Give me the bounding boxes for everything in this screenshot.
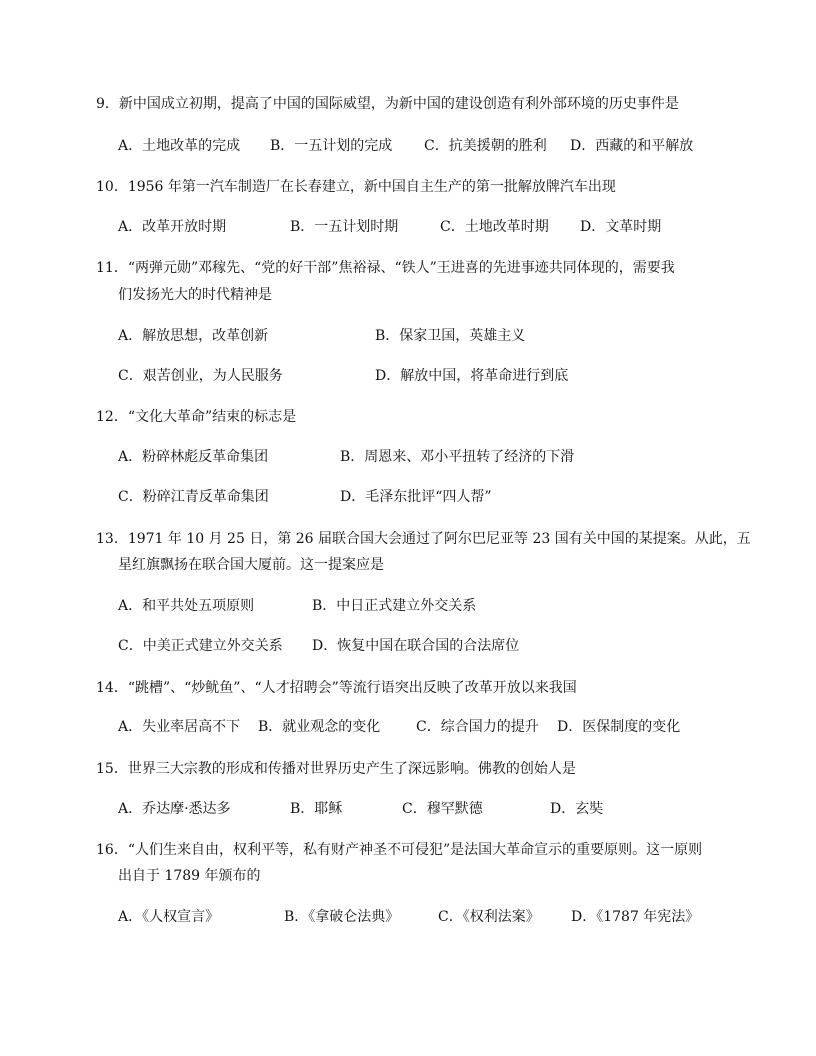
question-16-option-c: C．《权利法案》	[438, 909, 540, 925]
question-15-option-b: B．耶稣	[290, 801, 343, 817]
question-9-option-a: A．土地改革的完成	[118, 138, 241, 154]
question-11-option-a: A．解放思想，改革创新	[118, 328, 269, 344]
question-14-option-a: A．失业率居高不下	[118, 719, 241, 735]
question-14-stem: 14．“跳槽”、“炒鱿鱼”、“人才招聘会”等流行语突出反映了改革开放以来我国	[96, 680, 577, 696]
question-13-option-a: A．和平共处五项原则	[118, 598, 255, 614]
question-14-option-d: D．医保制度的变化	[557, 719, 681, 735]
question-10-option-b: B．一五计划时期	[290, 219, 399, 235]
question-16-option-d: D．《1787 年宪法》	[571, 909, 700, 925]
question-16-stem: 16．“人们生来自由，权利平等，私有财产神圣不可侵犯”是法国大革命宣示的重要原则。这一原则	[96, 842, 703, 858]
question-10-option-c: C．土地改革时期	[440, 219, 549, 235]
question-10-option-d: D．文革时期	[580, 219, 662, 235]
question-12-option-b: B．周恩来、邓小平扭转了经济的下滑	[340, 449, 575, 465]
question-16-option-a: A．《人权宣言》	[118, 909, 220, 925]
question-13-stem: 13．1971 年 10 月 25 日，第 26 届联合国大会通过了阿尔巴尼亚等 23 国有关中国的某提案。从此，五	[96, 531, 751, 547]
question-11-stem-continued: 们发扬光大的时代精神是	[118, 287, 272, 303]
question-12-option-d: D．毛泽东批评“四人帮”	[340, 489, 492, 505]
question-11-option-d: D．解放中国，将革命进行到底	[375, 368, 569, 384]
question-15-stem: 15．世界三大宗教的形成和传播对世界历史产生了深远影响。佛教的创始人是	[96, 761, 576, 777]
question-12-option-c: C．粉碎江青反革命集团	[118, 489, 269, 505]
question-9-option-d: D．西藏的和平解放	[570, 138, 694, 154]
question-10-option-a: A．改革开放时期	[118, 219, 227, 235]
question-13-option-d: D．恢复中国在联合国的合法席位	[312, 638, 520, 654]
question-11-option-b: B．保家卫国，英雄主义	[375, 328, 526, 344]
question-13-option-c: C．中美正式建立外交关系	[118, 638, 283, 654]
question-13-stem-continued: 星红旗飘扬在联合国大厦前。这一提案应是	[118, 557, 384, 573]
question-16-stem-continued: 出自于 1789 年颁布的	[118, 868, 261, 884]
question-9-option-b: B．一五计划的完成	[270, 138, 393, 154]
question-12-option-a: A．粉碎林彪反革命集团	[118, 449, 269, 465]
question-12-stem: 12．“文化大革命”结束的标志是	[96, 409, 297, 425]
question-14-option-b: B．就业观念的变化	[258, 719, 381, 735]
question-15-option-a: A．乔达摩·悉达多	[118, 801, 231, 817]
question-15-option-d: D．玄奘	[550, 801, 604, 817]
question-13-option-b: B．中日正式建立外交关系	[312, 598, 477, 614]
question-9-stem: 9．新中国成立初期，提高了中国的国际威望，为新中国的建设创造有利外部环境的历史事件是	[96, 96, 679, 112]
question-11-stem: 11．“两弹元勋”邓稼先、“党的好干部”焦裕禄、“铁人”王进喜的先进事迹共同体现的，需要我	[96, 260, 675, 276]
question-16-option-b: B．《拿破仑法典》	[284, 909, 400, 925]
question-10-stem: 10．1956 年第一汽车制造厂在长春建立，新中国自主生产的第一批解放牌汽车出现	[96, 179, 616, 195]
question-14-option-c: C．综合国力的提升	[416, 719, 539, 735]
question-9-option-c: C．抗美援朝的胜利	[424, 138, 547, 154]
question-15-option-c: C．穆罕默德	[402, 801, 483, 817]
question-11-option-c: C．艰苦创业，为人民服务	[118, 368, 283, 384]
